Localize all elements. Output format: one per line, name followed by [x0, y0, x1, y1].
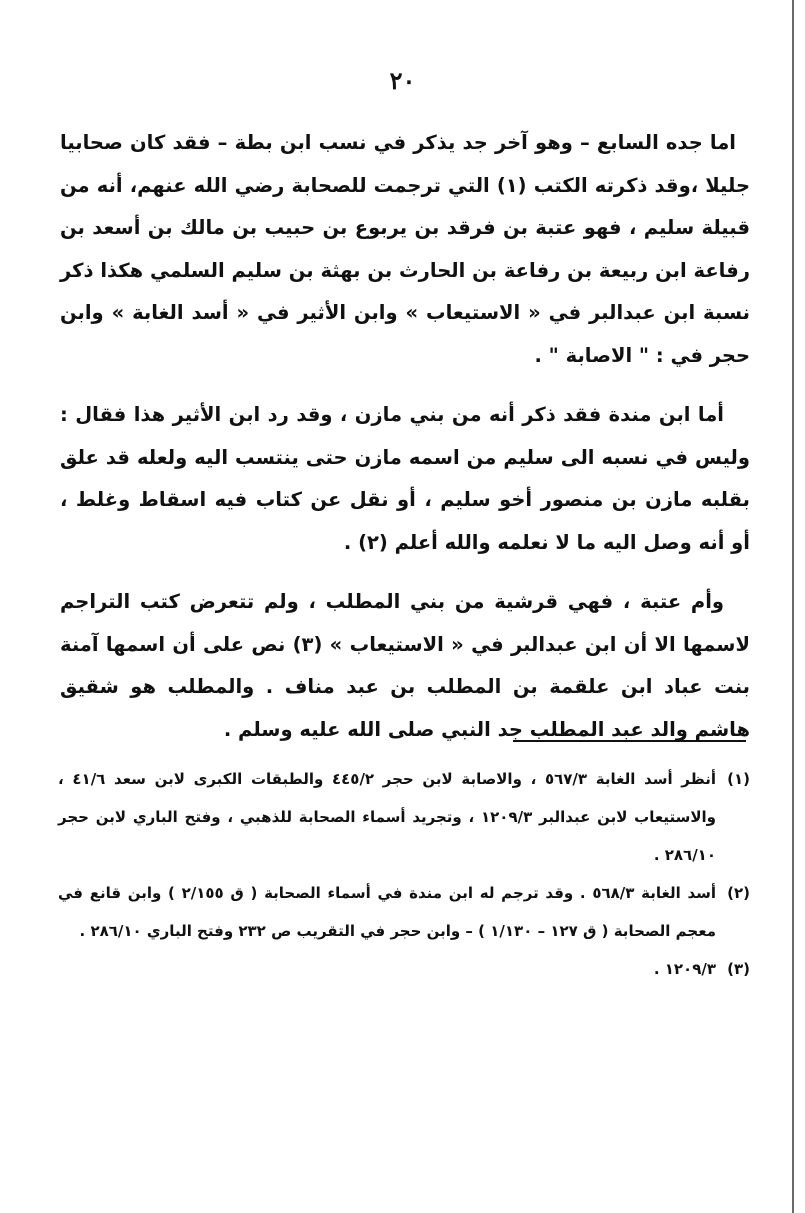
footnote-3	[58, 950, 750, 988]
paragraph-2: أما ابن مندة فقد ذكر أنه من بني مازن ، وقد رد ابن الأثير هذا فقال : وليس في نسبه الى سليم من اسمه مازن حتى ينتسب اليه ولعله قد علق بقلبه مازن بن منصور أخو سليم ، أو نقل عن كتاب فيه اسقاط وغلط ، أو أنه وصل اليه ما لا نعلمه والله أعلم (٢) .	[60, 403, 750, 554]
footnote-number: (٣)	[727, 960, 750, 978]
paragraph-1: اما جده السابع – وهو آخر جد يذكر في نسب ابن بطة – فقد كان صحابيا جليلا ،وقد ذكرته الكتب (١) التي ترجمت للصحابة رضي الله عنهم، أنه من قبيلة سليم ، فهو عتبة بن فرقد بن يربوع بن حبيب بن مالك بن أسعد بن رفاعة ابن ربيعة بن رفاعة بن الحارث بن بهثة بن سليم السلمي هكذا ذكر نسبة ابن عبدالبر في « الاستيعاب » وابن الأثير في « أسد الغابة » وابن حجر في : " الاصابة " .	[60, 131, 751, 367]
scan-edge-line	[792, 0, 794, 1213]
footnote-text: ١٢٠٩/٣ .	[653, 960, 716, 978]
footnotes	[58, 760, 750, 988]
footnote-separator	[513, 740, 746, 742]
footnote-number: (١)	[727, 770, 750, 788]
paragraph-3: وأم عتبة ، فهي قرشية من بني المطلب ، ولم تتعرض كتب التراجم لاسمها الا أن ابن عبدالبر في « الاستيعاب » (٣) نص على أن اسمها آمنة بنت عباد ابن علقمة بن المطلب بن عبد مناف . والمطلب هو شقيق هاشم والد عبد المطلب جد النبي صلى الله عليه وسلم .	[60, 590, 750, 741]
footnote-1	[58, 760, 750, 874]
main-text	[60, 122, 750, 768]
footnote-2	[58, 874, 750, 950]
footnote-text: أسد الغابة ٥٦٨/٣ . وقد ترجم له ابن مندة في أسماء الصحابة ( ق ٢/١٥٥ ) وابن قانع في معجم الصحابة ( ق ١٢٧ – ١/١٣٠ ) – وابن حجر في التقريب ص ٢٣٢ وفتح الباري ٢٨٦/١٠ .	[58, 884, 716, 940]
page-number: ٢٠	[389, 66, 416, 95]
footnote-number: (٢)	[727, 884, 750, 902]
footnote-text: أنظر أسد الغابة ٥٦٧/٣ ، والاصابة لابن حجر ٤٤٥/٢ والطبقات الكبرى لابن سعد ٤١/٦ ، والاستيعاب لابن عبدالبر ١٢٠٩/٣ ، وتجريد أسماء الصحابة للذهبي ، وفتح الباري لابن حجر ٢٨٦/١٠ .	[58, 770, 717, 864]
